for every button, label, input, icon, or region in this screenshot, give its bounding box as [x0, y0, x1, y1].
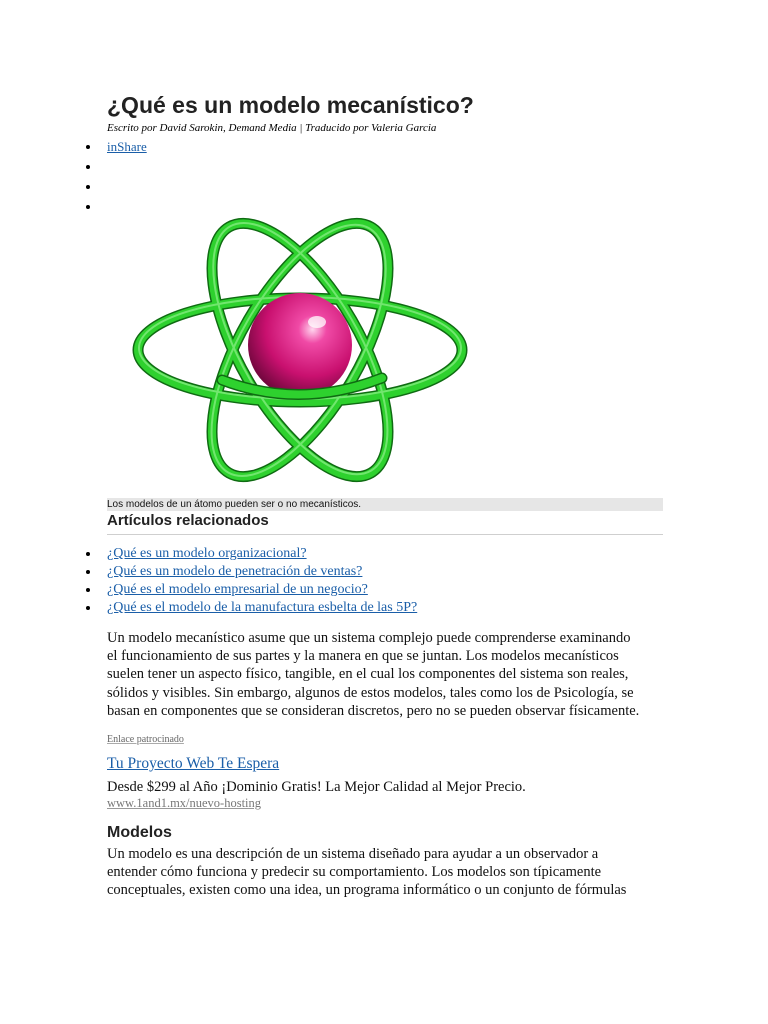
ad-description: Desde $299 al Año ¡Dominio Gratis! La Mejor Calidad al Mejor Precio.: [107, 779, 526, 795]
models-heading: Modelos: [107, 824, 172, 841]
related-link[interactable]: ¿Qué es el modelo de la manufactura esbelta de las 5P?: [107, 600, 418, 615]
text-line: basan en componentes que se consideran discretos, pero no se pueden observar físicamente.: [107, 702, 640, 719]
text-line: el funcionamiento de sus partes y la manera en que se juntan. Los modelos mecanísticos: [107, 648, 619, 665]
text-line: conceptuales, existen como una idea, un programa informático o un conjunto de fórmulas: [107, 882, 627, 899]
text-line: suelen tener un aspecto físico, tangible, en el cual los componentes del sistema son reales,: [107, 666, 629, 683]
intro-paragraph: [107, 629, 667, 720]
related-link[interactable]: ¿Qué es un modelo organizacional?: [107, 546, 307, 561]
ad-title-link[interactable]: Tu Proyecto Web Te Espera: [107, 755, 280, 772]
related-link[interactable]: ¿Qué es un modelo de penetración de ventas?: [107, 564, 363, 579]
text-line: sólidos y visibles. Sin embargo, algunos de estos modelos, tales como los de Psicología, se: [107, 684, 634, 701]
list-item: [86, 581, 417, 599]
share-list: [86, 138, 147, 218]
text-line: Un modelo es una descripción de un sistema diseñado para ayudar a un observador a: [107, 846, 599, 862]
text-line: entender cómo funciona y predecir su comportamiento. Los modelos son típicamente: [107, 864, 602, 881]
models-paragraph: [107, 845, 667, 900]
share-item-empty: [86, 158, 147, 178]
inshare-link[interactable]: inShare: [107, 139, 147, 154]
list-item: [86, 545, 417, 563]
related-articles-list: [86, 545, 417, 617]
page-title: ¿Qué es un modelo mecanístico?: [107, 92, 474, 118]
sponsored-label[interactable]: Enlace patrocinado: [107, 734, 184, 745]
share-item-empty: [86, 178, 147, 198]
image-caption: Los modelos de un átomo pueden ser o no mecanísticos.: [107, 499, 362, 510]
atom-image: [132, 210, 468, 490]
related-link[interactable]: ¿Qué es el modelo empresarial de un negocio?: [107, 582, 368, 597]
nucleus: [248, 293, 352, 397]
byline: Escrito por David Sarokin, Demand Media | Traducido por Valeria Garcia: [107, 122, 437, 134]
divider: [107, 534, 663, 535]
list-item: [86, 563, 417, 581]
related-articles-heading: Artículos relacionados: [107, 512, 269, 529]
list-item: [86, 599, 417, 617]
ad-url-link[interactable]: www.1and1.mx/nuevo-hosting: [107, 796, 262, 810]
text-line: Un modelo mecanístico asume que un sistema complejo puede comprenderse examinando: [107, 630, 631, 646]
share-item-inshare: [86, 138, 147, 158]
